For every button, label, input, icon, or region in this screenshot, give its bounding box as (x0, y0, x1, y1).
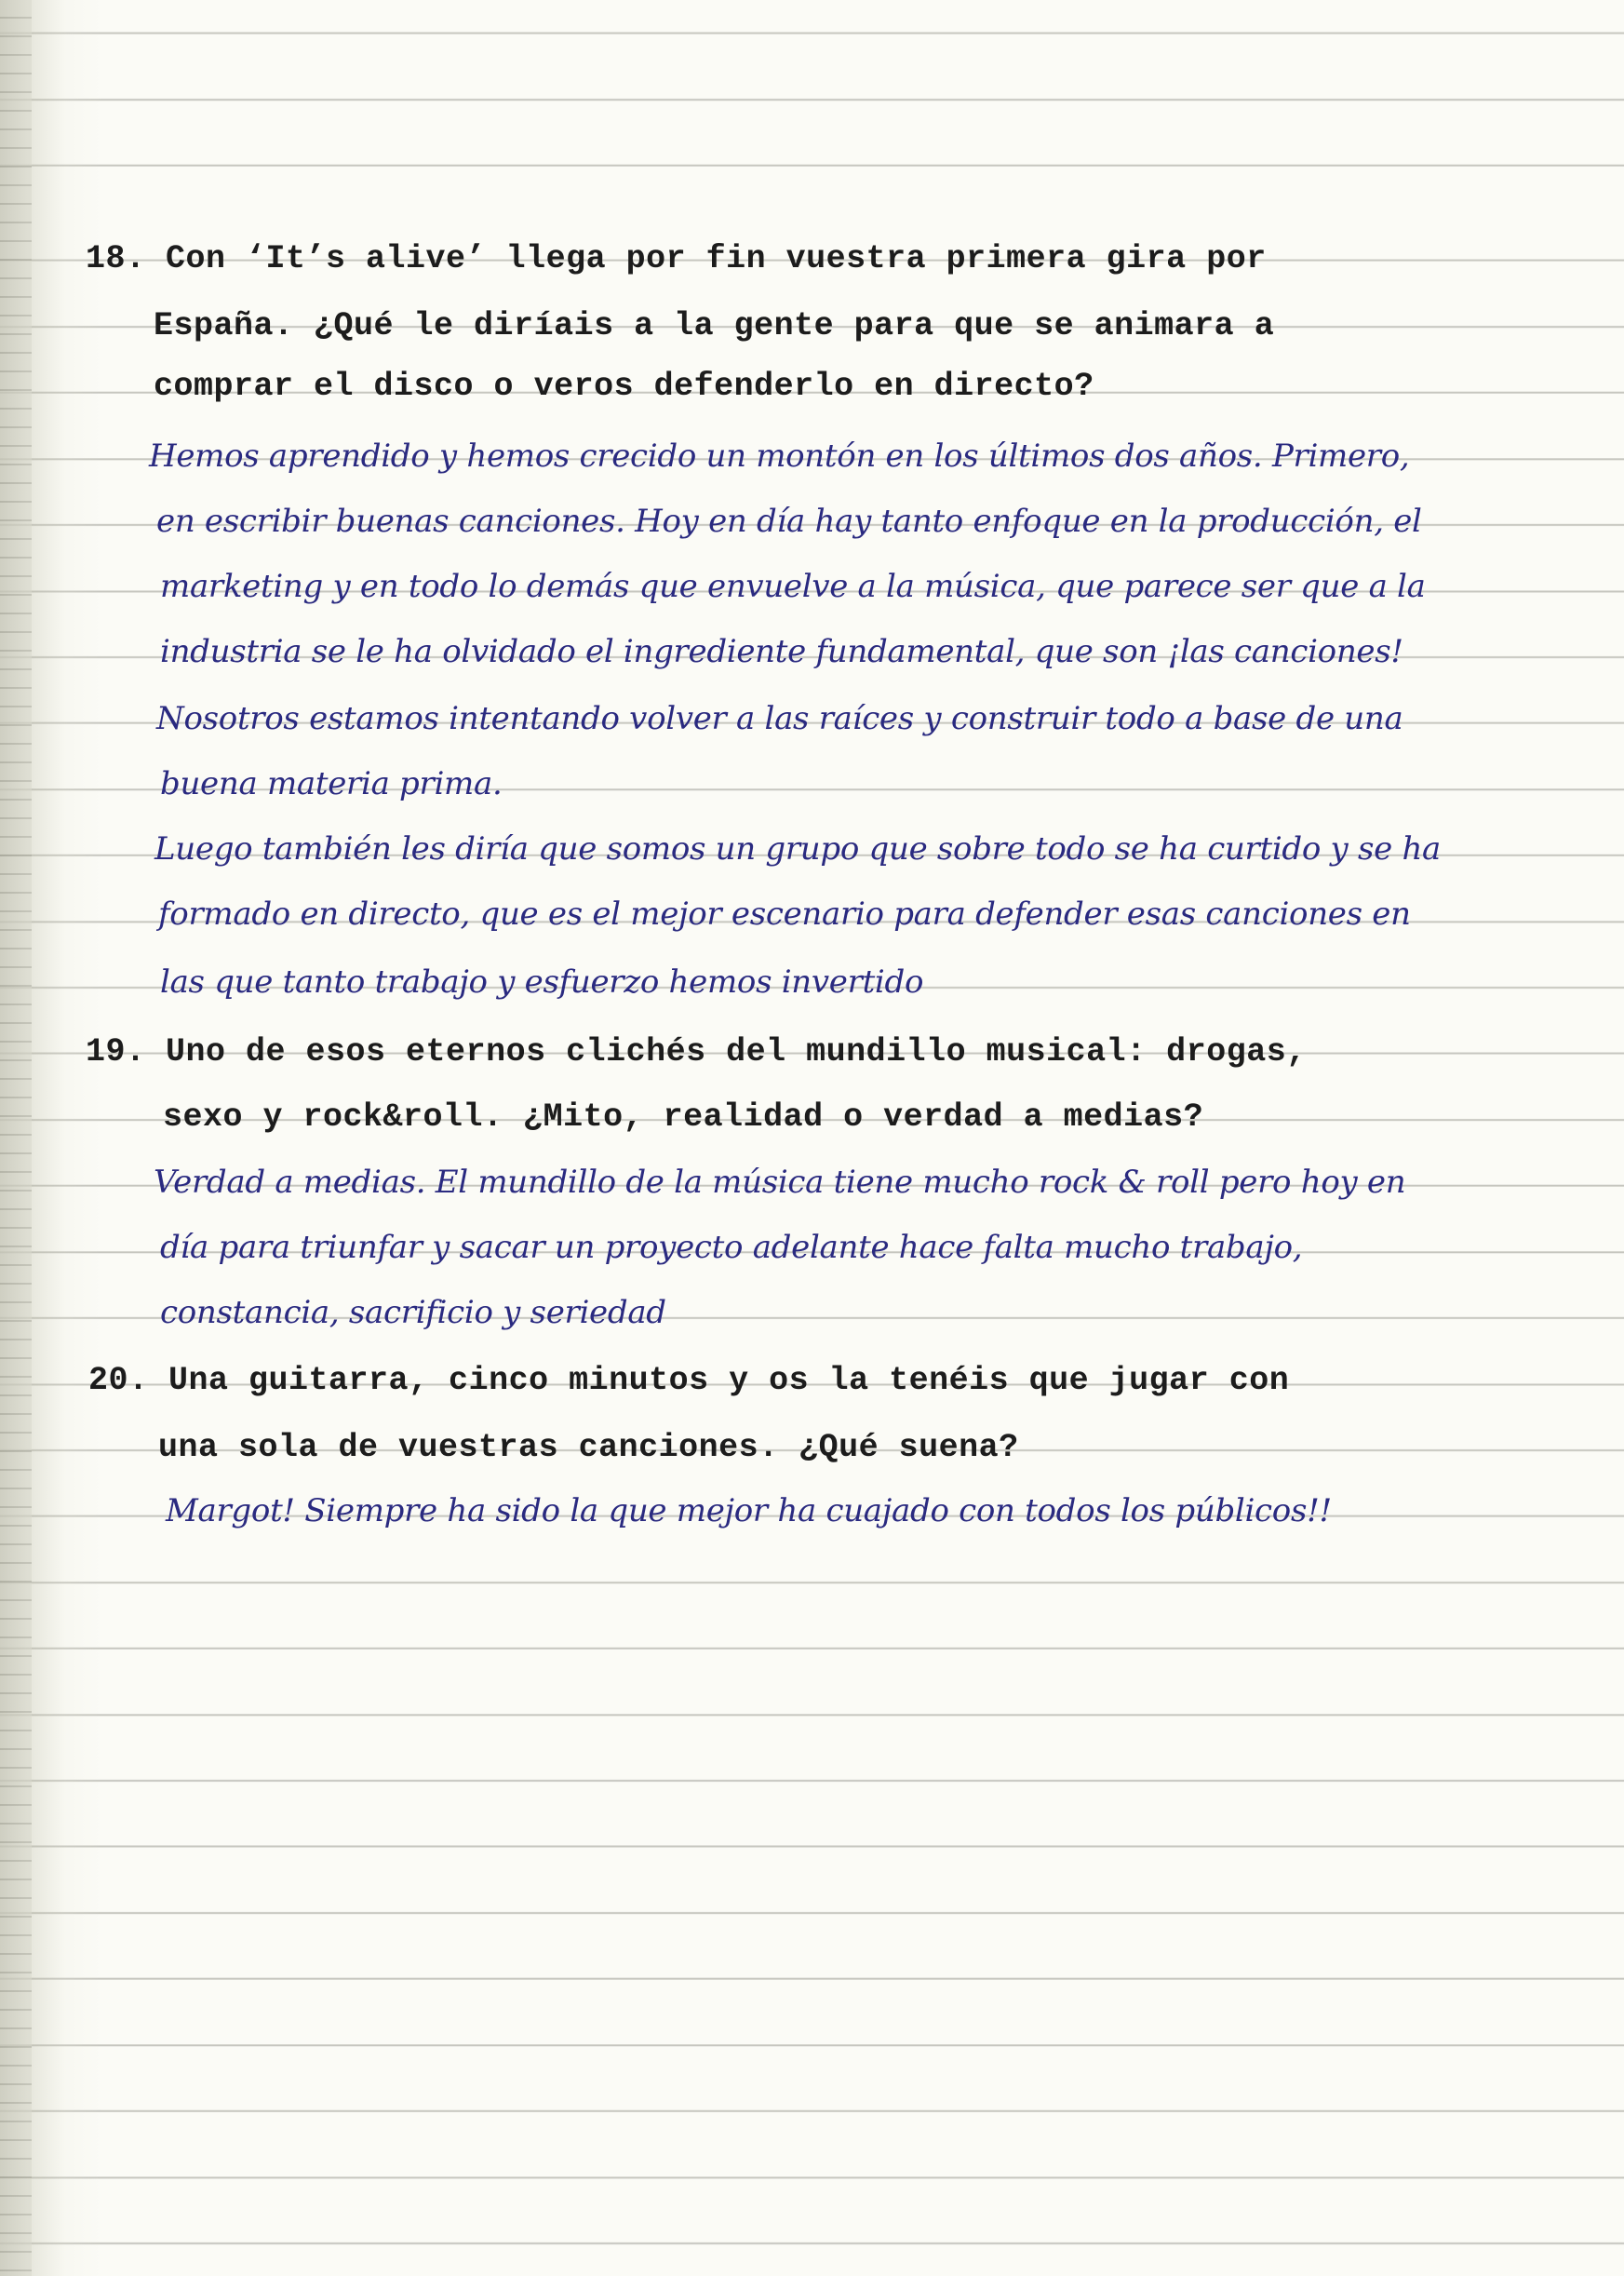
answer-19-line-1: Verdad a medias. El mundillo de la música tiene mucho rock & roll pero hoy en (154, 1164, 1406, 1201)
answer-20-line-1: Margot! Siempre ha sido la que mejor ha cuajado con todos los públicos!! (166, 1492, 1332, 1529)
answer-19-line-3: constancia, sacrificio y seriedad (160, 1294, 666, 1331)
answer-19-line-2: día para triunfar y sacar un proyecto adelante hace falta mucho trabajo, (160, 1229, 1303, 1266)
page-binding-edge (0, 0, 32, 2276)
question-18-line-3: comprar el disco o veros defenderlo en directo? (154, 368, 1094, 405)
answer-18-line-8: formado en directo, que es el mejor escenario para defender esas canciones en (158, 896, 1411, 933)
answer-18-line-2: en escribir buenas canciones. Hoy en día hay tanto enfoque en la producción, el (156, 503, 1422, 540)
answer-18-line-4: industria se le ha olvidado el ingrediente fundamental, que son ¡las canciones! (160, 633, 1403, 670)
answer-18-line-6: buena materia prima. (160, 765, 503, 802)
question-20-line-2: una sola de vuestras canciones. ¿Qué suena? (158, 1429, 1019, 1466)
answer-18-line-3: marketing y en todo lo demás que envuelve a la música, que parece ser que a la (160, 568, 1426, 605)
question-18-line-1: 18. Con ‘It’s alive’ llega por fin vuestra primera gira por (86, 240, 1267, 277)
question-19-line-2: sexo y rock&roll. ¿Mito, realidad o verdad a medias? (163, 1098, 1204, 1136)
question-18-line-2: España. ¿Qué le diríais a la gente para que se animara a (154, 307, 1275, 344)
answer-18-line-1: Hemos aprendido y hemos crecido un montón en los últimos dos años. Primero, (149, 438, 1410, 475)
question-19-line-1: 19. Uno de esos eternos clichés del mundillo musical: drogas, (86, 1033, 1307, 1071)
answer-18-line-9: las que tanto trabajo y esfuerzo hemos invertido (160, 963, 924, 1001)
answer-18-line-7: Luego también les diría que somos un grupo que sobre todo se ha curtido y se ha (154, 830, 1442, 868)
question-20-line-1: 20. Una guitarra, cinco minutos y os la tenéis que jugar con (88, 1362, 1290, 1399)
answer-18-line-5: Nosotros estamos intentando volver a las raíces y construir todo a base de una (156, 700, 1403, 737)
